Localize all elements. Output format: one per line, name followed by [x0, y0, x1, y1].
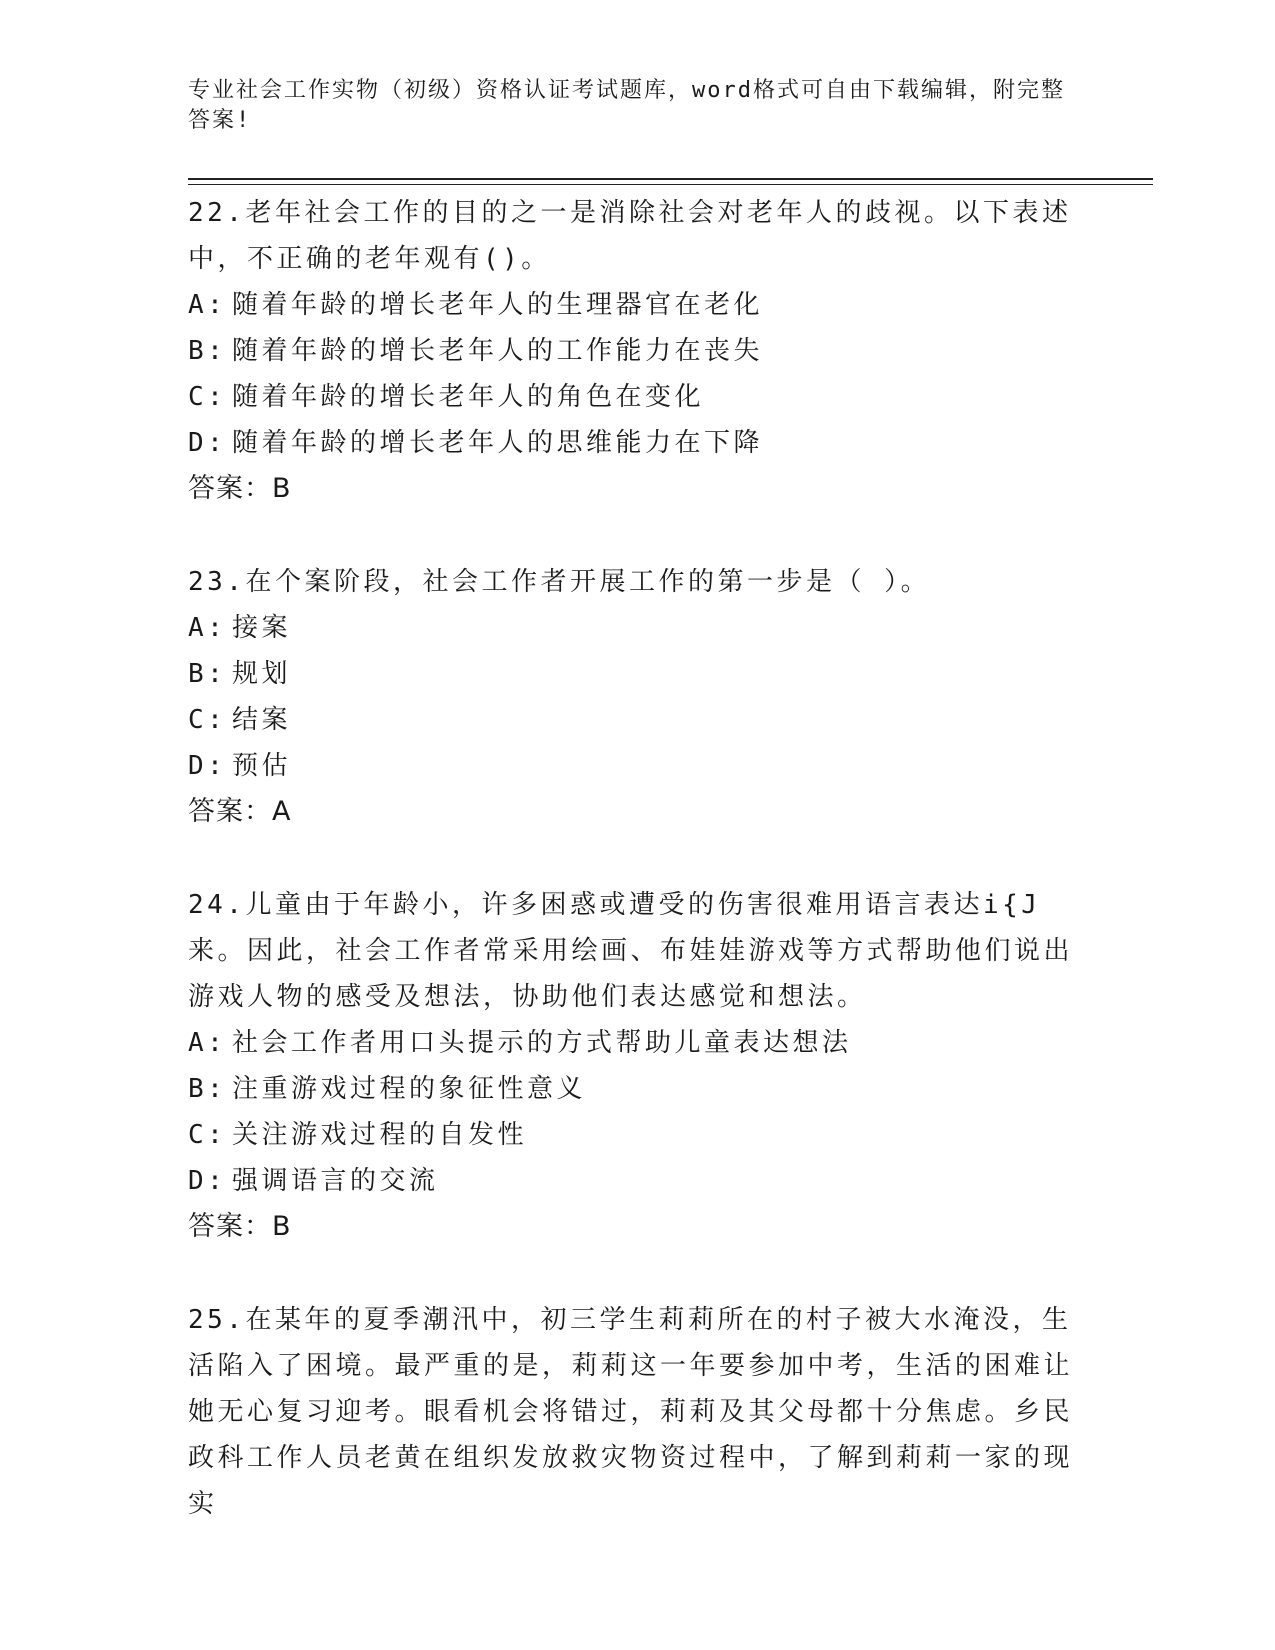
option-key: B: — [188, 659, 227, 689]
option-text: 随着年龄的增长老年人的思维能力在下降 — [232, 428, 764, 458]
question-stem: 24.儿童由于年龄小，许多困惑或遭受的伤害很难用语言表达i{J来。因此，社会工作者常采用绘画、布娃娃游戏等方式帮助他们说出游戏人物的感受及想法，协助他们表达感觉和想法。 — [188, 890, 1074, 1012]
header-divider-thin — [188, 184, 1153, 185]
option-d — [188, 420, 1088, 466]
option-c — [188, 1112, 1088, 1158]
option-b — [188, 328, 1088, 374]
option-a — [188, 605, 1088, 651]
option-key: C: — [188, 705, 227, 735]
option-key: A: — [188, 1028, 227, 1058]
option-b — [188, 1066, 1088, 1112]
option-key: D: — [188, 751, 227, 781]
option-text: 规划 — [232, 659, 292, 689]
question-24 — [188, 882, 1088, 1250]
option-key: A: — [188, 613, 227, 643]
option-key: C: — [188, 382, 227, 412]
answer-line — [188, 789, 1088, 835]
question-stem: 23.在个案阶段，社会工作者开展工作的第一步是（ ）。 — [188, 567, 931, 597]
answer-value: A — [272, 796, 292, 827]
option-text: 随着年龄的增长老年人的工作能力在丧失 — [232, 336, 764, 366]
option-d — [188, 743, 1088, 789]
option-text: 注重游戏过程的象征性意义 — [232, 1074, 587, 1104]
question-25 — [188, 1297, 1088, 1527]
answer-line — [188, 466, 1088, 512]
option-text: 预估 — [232, 751, 292, 781]
option-d — [188, 1158, 1088, 1204]
option-key: B: — [188, 1074, 227, 1104]
answer-label: 答案： — [188, 473, 272, 504]
option-text: 随着年龄的增长老年人的生理器官在老化 — [232, 290, 764, 320]
option-text: 随着年龄的增长老年人的角色在变化 — [232, 382, 705, 412]
option-key: D: — [188, 428, 227, 458]
option-c — [188, 374, 1088, 420]
answer-label: 答案： — [188, 796, 272, 827]
answer-value: B — [272, 473, 292, 504]
question-22 — [188, 190, 1088, 512]
option-text: 强调语言的交流 — [232, 1166, 439, 1196]
option-text: 结案 — [232, 705, 292, 735]
header-divider-thick — [188, 178, 1153, 180]
option-key: D: — [188, 1166, 227, 1196]
option-key: B: — [188, 336, 227, 366]
answer-line — [188, 1204, 1088, 1250]
option-a — [188, 1020, 1088, 1066]
page-header: 专业社会工作实物（初级）资格认证考试题库，word格式可自由下载编辑，附完整答案! — [188, 78, 1065, 133]
option-text: 关注游戏过程的自发性 — [232, 1120, 528, 1150]
answer-value: B — [272, 1211, 292, 1242]
option-key: C: — [188, 1120, 227, 1150]
option-b — [188, 651, 1088, 697]
question-stem: 22.老年社会工作的目的之一是消除社会对老年人的歧视。以下表述中，不正确的老年观有()。 — [188, 198, 1072, 274]
answer-label: 答案： — [188, 1211, 272, 1242]
option-a — [188, 282, 1088, 328]
option-key: A: — [188, 290, 227, 320]
option-text: 社会工作者用口头提示的方式帮助儿童表达想法 — [232, 1028, 852, 1058]
question-list — [188, 190, 1088, 1574]
question-stem: 25.在某年的夏季潮汛中，初三学生莉莉所在的村子被大水淹没，生活陷入了困境。最严重的是，莉莉这一年要参加中考，生活的困难让她无心复习迎考。眼看机会将错过，莉莉及其父母都十分焦虑。乡民政科工作人员老黄在组织发放救灾物资过程中，了解到莉莉一家的现实 — [188, 1305, 1074, 1519]
option-text: 接案 — [232, 613, 292, 643]
question-23 — [188, 559, 1088, 835]
option-c — [188, 697, 1088, 743]
